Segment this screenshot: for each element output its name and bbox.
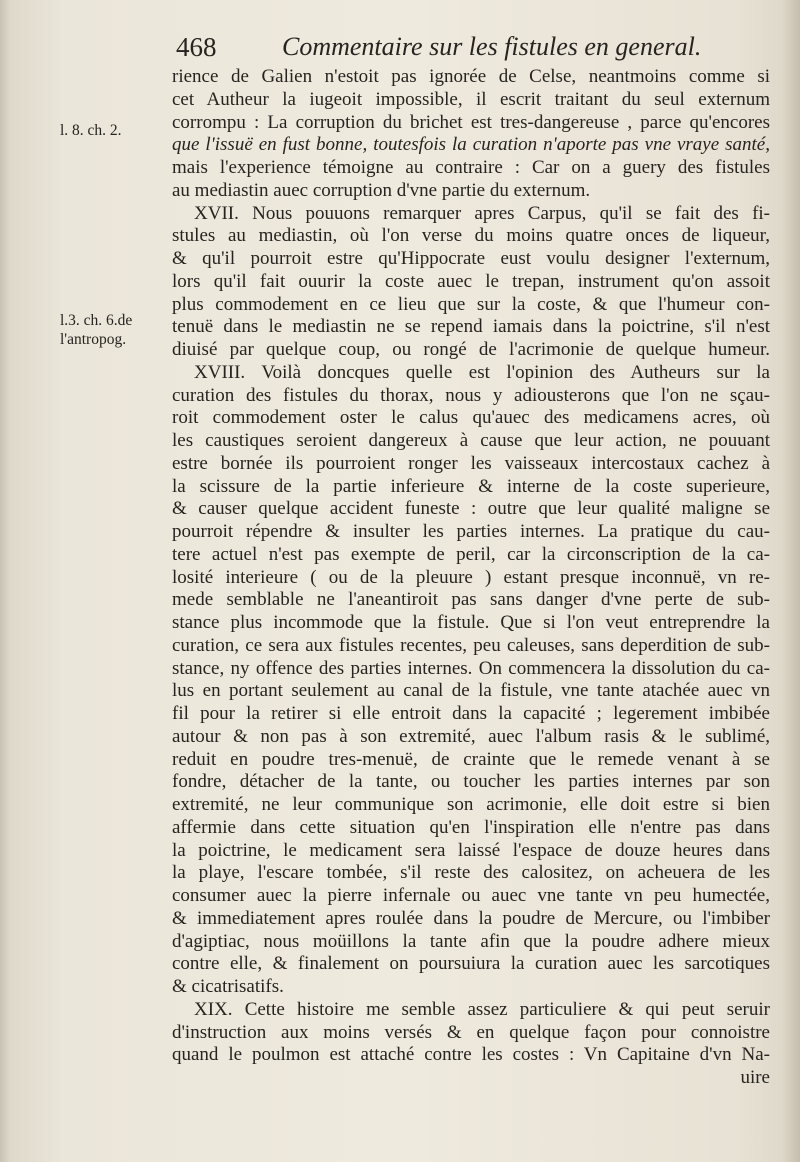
catchword: uire xyxy=(740,1067,770,1088)
text-line: estre bornée ils pourroient ronger les vaisseaux intercostaux cachez à xyxy=(172,452,770,474)
text-line: lus en portant seulement au canal de la fistule, vne tante atachée auec vn xyxy=(172,680,770,702)
text-line: tenuë dans le mediastin ne se repend iamais dans la poictrine, s'il n'est xyxy=(172,316,770,338)
text-line: curation des fistules du thorax, nous y adiousterons que l'on ne sçau- xyxy=(172,384,770,406)
text-line: plus commodement en ce lieu que sur la coste, & que l'humeur con- xyxy=(172,293,770,315)
text-line: fondre, détacher de la tante, ou toucher les parties internes par son xyxy=(172,771,770,793)
margin-note: l'antropog. xyxy=(60,331,127,348)
text-line: quand le poulmon est attaché contre les costes : Vn Capitaine d'vn Na- xyxy=(172,1044,770,1066)
text-line: fil pour la retirer si elle entroit dans la capacité ; legerement imbibée xyxy=(172,703,770,724)
page-edge-shadow xyxy=(782,0,800,1162)
text-line: que l'issuë en fust bonne, toutesfois la curation n'aporte pas vne vraye santé, xyxy=(172,134,770,156)
text-line: au mediastin auec corruption d'vne partie du externum. xyxy=(172,179,591,201)
text-line: mede semblable ne l'aneantiroit pas sans danger d'vne perte de sub- xyxy=(172,589,770,611)
text-line: les caustiques seroient dangereux à cause que leur action, ne pouuant xyxy=(172,430,770,451)
text-line: stance plus incommode que la fistule. Que si l'on veut entreprendre la xyxy=(172,612,770,633)
text-line: & qu'il pourroit estre qu'Hippocrate eust voulu designer l'externum, xyxy=(172,248,770,269)
text-line: cet Autheur la iugeoit impossible, il escrit traitant du seul externum xyxy=(172,88,770,110)
text-line: tere actuel n'est pas exempte de peril, car la circonscription de la ca- xyxy=(172,543,770,565)
margin-note: l. 8. ch. 2. xyxy=(60,122,122,139)
paragraph-start-xvii: XVII. Nous pouuons remarquer apres Carpus, qu'il se fait des fi- xyxy=(194,202,770,224)
margin-note: l.3. ch. 6.de xyxy=(60,312,133,329)
text-line: d'agiptiac, nous moüillons la tante afin que la poudre adhere mieux xyxy=(172,930,770,952)
page-header xyxy=(172,30,760,66)
text-line: la poictrine, le medicament sera laissé l'espace de douze heures dans xyxy=(172,839,770,861)
text-line: stance, ny offence des parties internes. On commencera la dissolution du ca- xyxy=(172,657,770,679)
text-line: reduit en poudre tres-menuë, de crainte que le remede venant à se xyxy=(172,748,770,770)
text-line: d'instruction aux moins versés & en quelque façon pour connoistre xyxy=(172,1021,770,1043)
text-line: diuisé par quelque coup, ou rongé de l'acrimonie de quelque humeur. xyxy=(172,339,770,360)
text-line: extremité, ne leur communique son acrimonie, elle doit estre si bien xyxy=(172,794,770,815)
text-line: lors qu'il fait ouurir la coste auec le trepan, instrument qu'on assoit xyxy=(172,270,770,292)
text-line: & immediatement apres roulée dans la poudre de Mercure, ou l'imbiber xyxy=(172,907,770,929)
paragraph-start-xviii: XVIII. Voilà doncques quelle est l'opinion des Autheurs sur la xyxy=(194,361,770,383)
text-line: pourroit répendre & insulter les parties internes. La pratique du cau- xyxy=(172,521,770,542)
text-line: stules au mediastin, où l'on verse du moins quatre onces de liqueur, xyxy=(172,225,770,247)
paragraph-start-xix: XIX. Cette histoire me semble assez particuliere & qui peut seruir xyxy=(194,998,770,1020)
text-line: corrompu : La corruption du brichet est tres-dangereuse , parce qu'encores xyxy=(172,111,770,133)
text-line: rience de Galien n'estoit pas ignorée de Celse, neantmoins comme si xyxy=(172,66,770,87)
text-line: losité interieure ( ou de la pleuure ) estant presque inconnuë, vn re- xyxy=(172,566,770,588)
text-line: affermie dans cette situation qu'en l'inspiration elle n'entre pas dans xyxy=(172,816,770,838)
text-line: la playe, l'escare tombée, s'il reste des calositez, on acheuera de les xyxy=(172,862,770,884)
page-number: 468 xyxy=(176,32,217,62)
text-line: & cicatrisatifs. xyxy=(172,976,284,997)
text-line: & causer quelque accident funeste : outre que leur qualité maligne se xyxy=(172,498,770,520)
text-line: la scissure de la partie inferieure & interne de la coste superieure, xyxy=(172,475,770,497)
page-gutter-shadow xyxy=(0,0,10,1162)
body-text xyxy=(172,66,770,1090)
text-line: contre elle, & finalement on poursuiura la curation auec les sarcotiques xyxy=(172,953,770,975)
text-line: mais l'experience témoigne au contraire : Car on a guery des fistules xyxy=(172,157,770,178)
text-line: autour & non pas à son extremité, auec l'album rasis & le sublimé, xyxy=(172,725,770,747)
text-line: consumer auec la pierre infernale ou auec vne tante vn peu humectée, xyxy=(172,885,770,906)
text-line: roit commodement oster le calus qu'auec des medicamens acres, où xyxy=(172,407,770,429)
running-title: Commentaire sur les fistules en general. xyxy=(282,32,702,61)
text-line: curation, ce sera aux fistules recentes, peu caleuses, sans deperdition de sub- xyxy=(172,634,770,656)
